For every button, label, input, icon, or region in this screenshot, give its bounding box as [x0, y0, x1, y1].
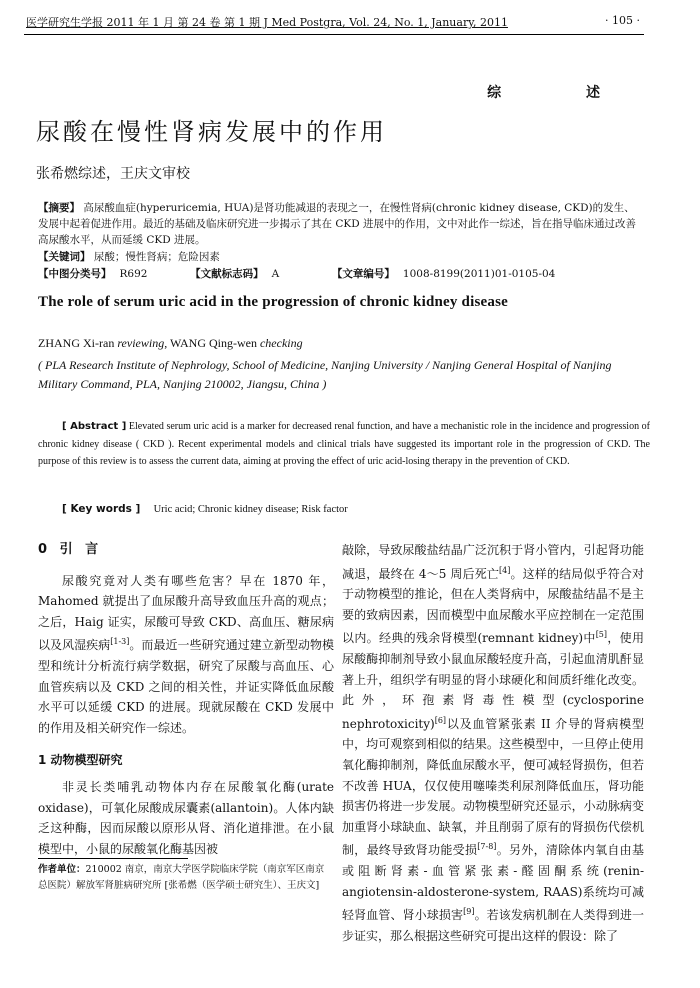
author-2-role: checking	[259, 336, 303, 350]
citation: [5]	[595, 630, 608, 640]
intro-text-b: 。而最近一些研究通过建立新型动物模型和统计分析流行病学数据，研究了尿酸与高血压、心血管疾病以及 CKD 之间的相关性，并证实降低血尿酸水平可以延缓 CKD 的进展。现就尿酸在 CKD 发展中的作用及相关研究作一综述。	[38, 638, 334, 735]
body-left-column	[38, 540, 334, 859]
citation: [9]	[463, 907, 475, 917]
article-meta	[38, 266, 644, 281]
right-text-4: 以及血管紧张素 II 介导的肾病模型中，均可观察到相似的结果。这些模型中，一旦停止使用氧化酶抑制剂，降低血尿酸水平，便可减轻肾损伤，但若不改善 HUA，仅仅使用噻嗪类利尿剂降低血压，肾功能损害仍将进一步发展。动物模型研究还显示，小动脉病变加重肾小球缺血、缺氧，并且削弱了原有的肾损伤代偿机制，最终导致肾功能受损	[342, 716, 644, 858]
right-text-6: 。若该发病机制在人类得到进一步证实，那么根据这些研究可提出这样的假设：除了	[342, 908, 644, 943]
author-affiliation-footnote	[38, 862, 332, 894]
abstract-cn	[38, 200, 644, 248]
doc-code-label: 【文献标志码】	[190, 268, 264, 280]
intro-paragraph	[38, 571, 334, 739]
authors-en	[38, 336, 303, 351]
author-1-role: reviewing	[117, 336, 165, 350]
keywords-en-text: Uric acid; Chronic kidney disease; Risk factor	[153, 504, 348, 515]
page-number: · 105 ·	[605, 14, 640, 27]
abstract-cn-text: 高尿酸血症(hyperuricemia, HUA)是肾功能减退的表现之一，在慢性肾病(chronic kidney disease, CKD)的发生、发展中起着促进作用。最近的基础及临床研究进一步揭示了其在 CKD 进展中的作用，文中对此作一综述，旨在指导临床通过改善高尿酸水平，从而延缓 CKD 进展。	[38, 202, 636, 246]
keywords-cn-text: 尿酸；慢性肾病；危险因素	[93, 251, 220, 263]
affiliation-en: ( PLA Research Institute of Nephrology, School of Medicine, Nanjing University / Nanjing General Hospital of Nanjing Military Command, PLA, Nanjing 210002, Jiangsu, China )	[38, 358, 612, 391]
section-1-heading: 1 动物模型研究	[38, 753, 123, 768]
clc-label: 【中图分类号】	[38, 268, 112, 280]
keywords-cn-label: 【关键词】	[38, 251, 91, 263]
right-text-1: 敲除，导致尿酸盐结晶广泛沉积于肾小管内，引起肾功能减退，最终在 4～5 周后死亡	[342, 543, 644, 581]
animal-model-paragraph: 非灵长类哺乳动物体内存在尿酸氧化酶(urate oxidase)，可氧化尿酸成尿囊素(allantoin)。人体内缺乏这种酶，因而尿酸以原形从肾、消化道排泄。在小鼠模型中，小鼠的尿酸氧化酶基因被	[38, 779, 334, 856]
authors-cn: 张希燃综述，王庆文审校	[36, 166, 190, 182]
keywords-en-label: [ Key words ]	[62, 503, 141, 515]
author-2: WANG Qing-wen	[169, 336, 257, 350]
keywords-cn	[38, 249, 644, 265]
body-right-column	[342, 540, 644, 946]
abstract-en-label: [ Abstract ]	[62, 421, 127, 432]
footnote-rule	[38, 858, 188, 859]
abstract-cn-label: 【摘要】	[38, 202, 80, 214]
citation: [4]	[499, 565, 511, 575]
author-separator: ,	[164, 336, 170, 350]
intro-text-a: 尿酸究竟对人类有哪些危害？早在 1870 年，Mahomed 就提出了血尿酸升高导致血压升高的观点；之后，Haig 证实，尿酸可导致 CKD、高血压、糖尿病以及风湿疾病	[38, 573, 334, 653]
section-tag: 综 述	[487, 85, 640, 101]
article-no-value: 1008-8199(2011)01-0105-04	[402, 268, 556, 280]
citation: [7-8]	[477, 842, 497, 852]
right-text-3: ，使用尿酸酶抑制剂导致小鼠血尿酸轻度升高，引起血清肌酐显著上升，组织学有明显的肾小球硬化和间质纤维化改变。此外，环孢素肾毒性模型(cyclosporine nephrotoxicity)	[342, 631, 644, 731]
keywords-en	[62, 503, 348, 515]
abstract-en-text: Elevated serum uric acid is a marker for decreased renal function, and have a mechanistic role in the incidence and progression of chronic kidney disease ( CKD ). Recent experimental models and clinical trials have suggested its important role in the progression of CKD. The purpose of this review is to assess the current data, aiming at proving the effect of uric acid-losing therapy in the prevention of CKD.	[38, 421, 651, 467]
article-title-cn: 尿酸在慢性肾病发展中的作用	[36, 118, 387, 146]
article-no-label: 【文章编号】	[331, 268, 395, 280]
clc-value: R692	[119, 268, 148, 280]
citation: [6]	[434, 715, 447, 725]
abstract-en	[38, 418, 650, 471]
footnote-label: 作者单位：	[38, 864, 86, 875]
doc-code-value: A	[271, 268, 280, 280]
author-1: ZHANG Xi-ran	[38, 336, 115, 350]
article-title-en: The role of serum uric acid in the progression of chronic kidney disease	[38, 294, 508, 310]
header-rule	[24, 34, 644, 35]
footnote-text: 210002 南京，南京大学医学院临床学院（南京军区南京总医院）解放军肾脏病研究所 [张希燃（医学硕士研究生）、王庆文]	[38, 864, 325, 891]
right-text-5: 。另外，清除体内氧自由基或阻断肾素-血管紧张素-醛固酮系统(renin-angiotensin-aldosterone-system, RAAS)系统均可减轻肾血管、肾小球损害	[342, 843, 644, 923]
right-text-2: 。这样的结局似乎符合对于动物模型的推论，但在人类肾病中，尿酸盐结晶不是主要的致病因素，因而模型中血尿酸水平应控制在一定范围以内。经典的残余肾模型(remnant kidney)中	[342, 566, 644, 646]
journal-header: 医学研究生学报 2011 年 1 月 第 24 卷 第 1 期 J Med Postgra, Vol. 24, No. 1, January, 2011	[26, 16, 508, 29]
citation: [1-3]	[110, 637, 130, 647]
section-0-heading: 0 引 言	[38, 542, 103, 557]
right-column-paragraph	[342, 540, 644, 946]
